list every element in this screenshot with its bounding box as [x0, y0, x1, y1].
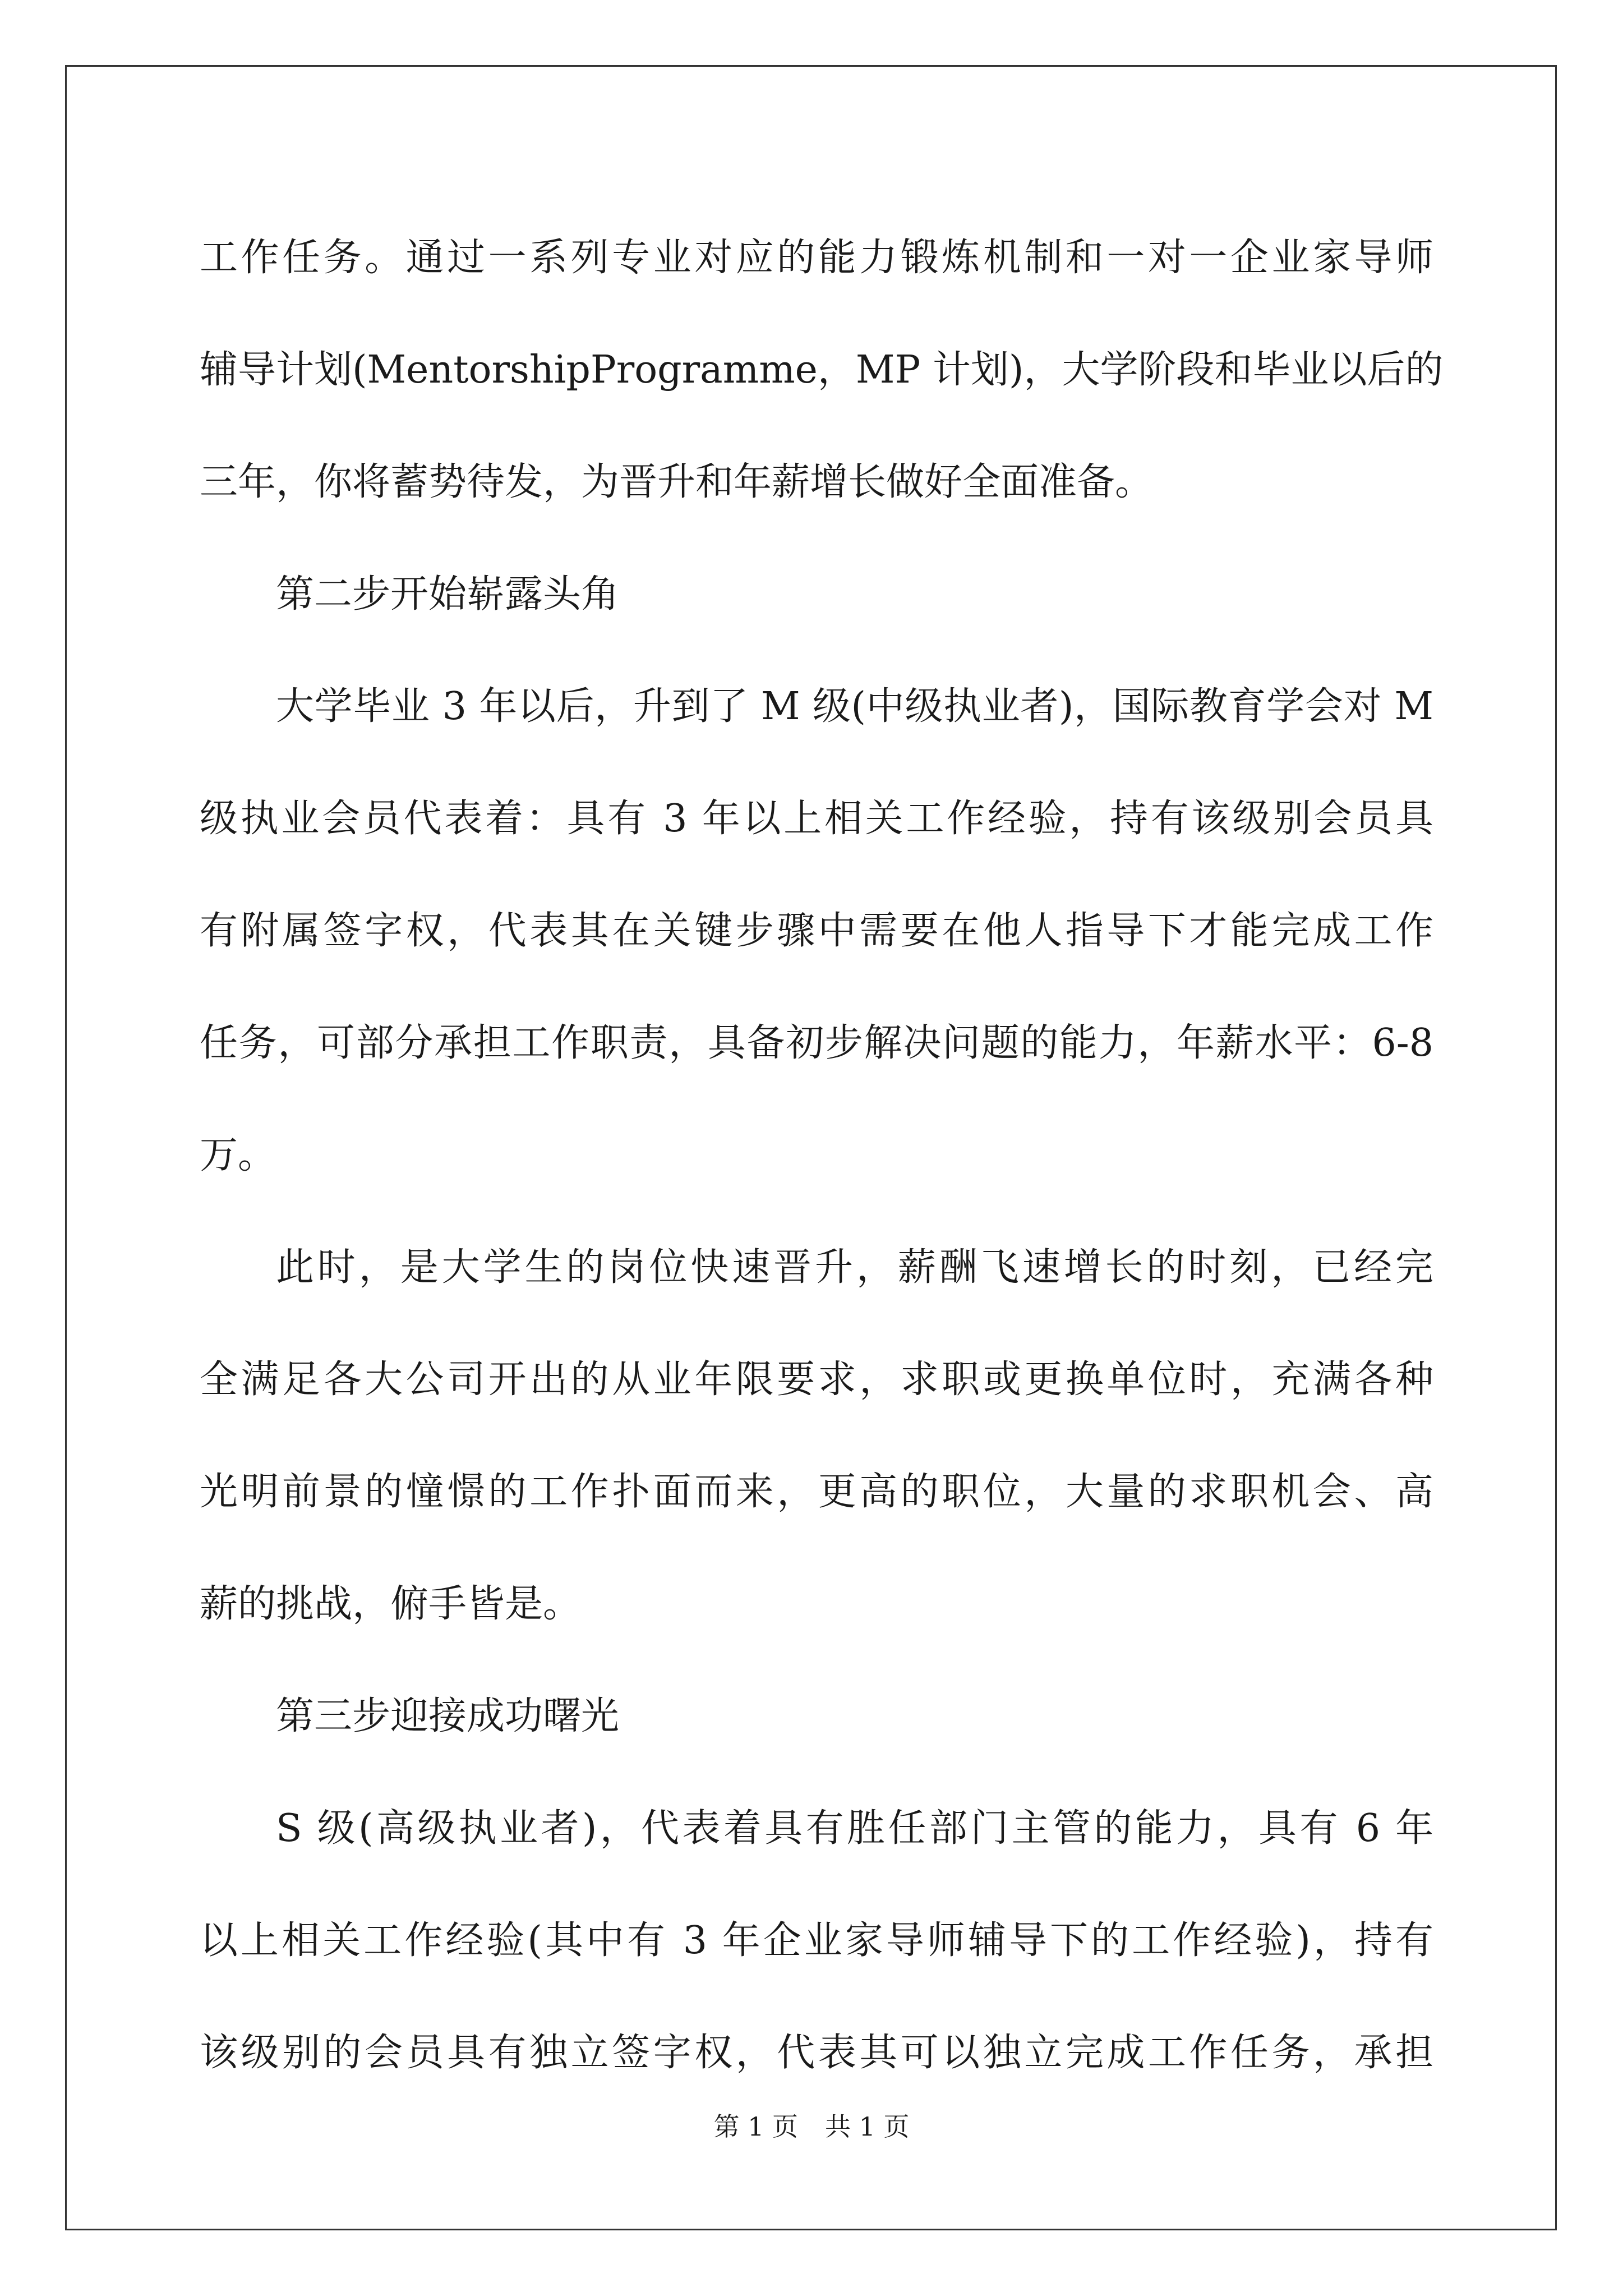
- text-line: 辅导计划(MentorshipProgramme，MP 计划)，大学阶段和毕业以后的: [200, 348, 1444, 392]
- text-line: 有附属签字权，代表其在关键步骤中需要在他人指导下才能完成工作: [200, 909, 1433, 953]
- text-line: 此时，是大学生的岗位快速晋升，薪酬飞速增长的时刻，已经完: [276, 1245, 1433, 1290]
- text-line: 第三步迎接成功曙光: [276, 1694, 620, 1738]
- page-number-current: 第 1 页: [713, 2111, 798, 2142]
- text-line: 工作任务。通过一系列专业对应的能力锻炼机制和一对一企业家导师: [200, 236, 1433, 280]
- text-line: S 级(高级执业者)，代表着具有胜任部门主管的能力，具有 6 年: [276, 1806, 1433, 1851]
- text-line: 以上相关工作经验(其中有 3 年企业家导师辅导下的工作经验)，持有: [200, 1918, 1433, 1963]
- text-line: 万。: [200, 1133, 276, 1177]
- page-footer: [0, 2106, 1623, 2143]
- text-line: 薪的挑战，俯手皆是。: [200, 1582, 582, 1626]
- text-line: 级执业会员代表着：具有 3 年以上相关工作经验，持有该级别会员具: [200, 797, 1433, 841]
- text-line: 三年，你将蓄势待发，为晋升和年薪增长做好全面准备。: [200, 460, 1154, 504]
- text-line: 大学毕业 3 年以后，升到了 M 级(中级执业者)，国际教育学会对 M: [276, 684, 1433, 729]
- text-line: 全满足各大公司开出的从业年限要求，求职或更换单位时，充满各种: [200, 1358, 1433, 1402]
- text-line: 该级别的会员具有独立签字权，代表其可以独立完成工作任务，承担: [200, 2031, 1433, 2075]
- text-line: 任务，可部分承担工作职责，具备初步解决问题的能力，年薪水平：6-8: [200, 1021, 1433, 1065]
- text-line: 光明前景的憧憬的工作扑面而来，更高的职位，大量的求职机会、高: [200, 1470, 1433, 1514]
- page-number-total: 共 1 页: [825, 2111, 910, 2142]
- text-line: 第二步开始崭露头角: [276, 572, 620, 616]
- document-body: [200, 202, 1444, 2109]
